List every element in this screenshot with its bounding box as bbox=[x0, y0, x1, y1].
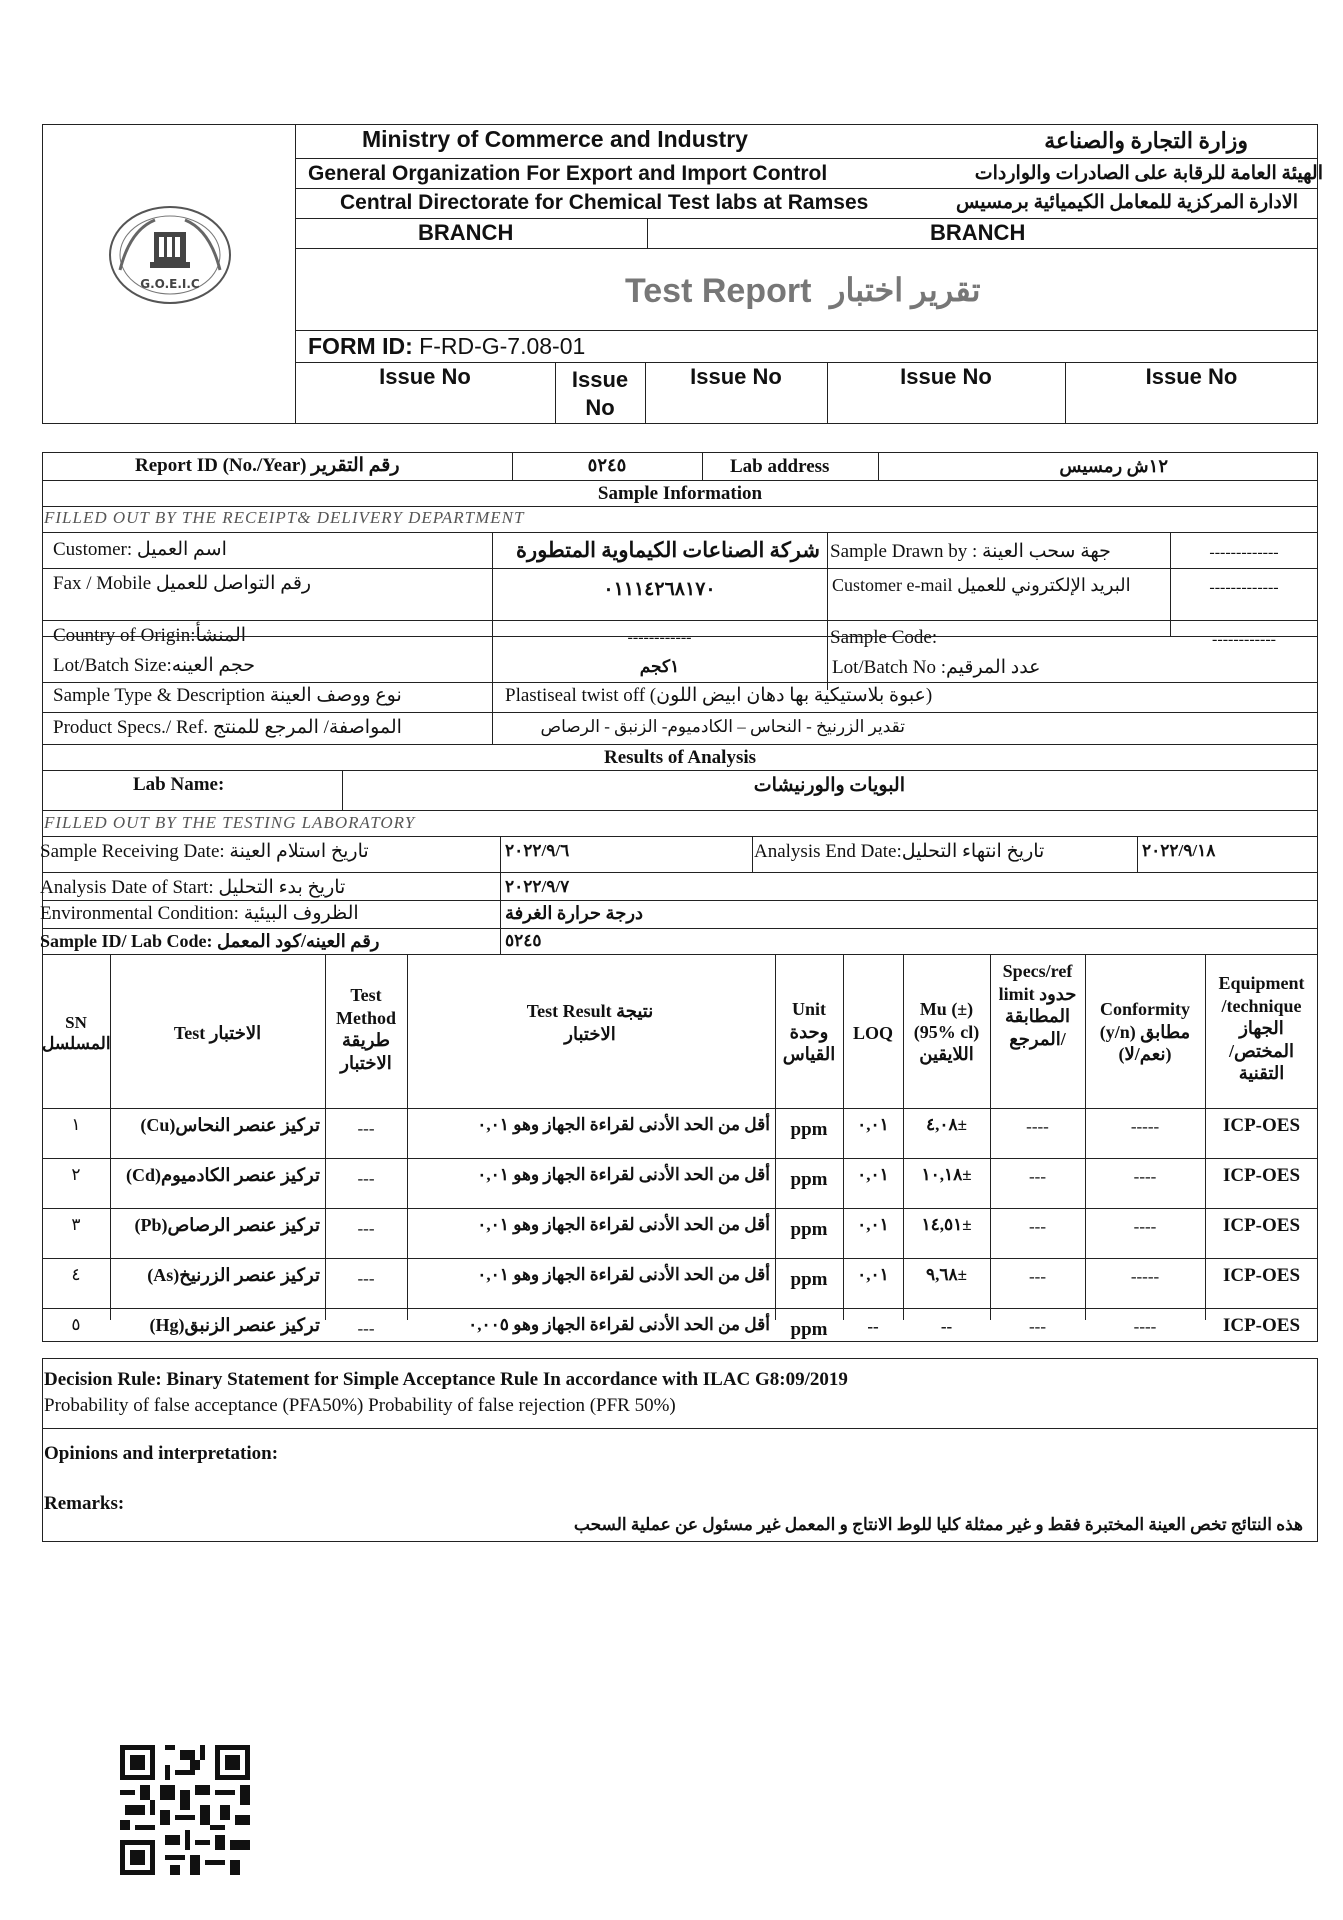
lot-size-value: ١كجم bbox=[639, 657, 680, 676]
row-mu: ٤,٠٨± bbox=[926, 1115, 967, 1134]
results-heading: Results of Analysis bbox=[603, 747, 757, 768]
labname-div bbox=[342, 770, 343, 810]
row-specs: --- bbox=[1029, 1317, 1046, 1336]
branch-divider bbox=[647, 218, 648, 248]
th-unit: Unit وحدة القياس bbox=[782, 999, 836, 1064]
dates-div-2 bbox=[752, 836, 753, 872]
issue-col-5: Issue No bbox=[1145, 364, 1238, 389]
sample-code-value: ------------ bbox=[1212, 631, 1276, 648]
row-sn: ١ bbox=[71, 1115, 81, 1134]
product-specs-label: Product Specs./ Ref. المواصفة/ المرجع للمنتج bbox=[53, 717, 402, 738]
row-loq: ٠,٠١ bbox=[857, 1115, 889, 1134]
th-loq: LOQ bbox=[852, 1023, 893, 1043]
row-equipment: ICP-OES bbox=[1222, 1265, 1301, 1286]
row-test: تركيز عنصر الرصاص(Pb) bbox=[134, 1215, 320, 1235]
lab-name-label: Lab Name: bbox=[133, 774, 225, 795]
dates-line-4 bbox=[42, 954, 1318, 955]
sample-line-4 bbox=[42, 682, 1318, 683]
form-line-3 bbox=[42, 532, 1318, 533]
lab-address-label: Lab address bbox=[730, 456, 830, 477]
email-label: Customer e-mail البريد الإلكتروني للعميل bbox=[832, 575, 1131, 595]
rid-div-3 bbox=[878, 452, 879, 480]
form-id-value: F-RD-G-7.08-01 bbox=[419, 333, 586, 359]
issue-col-3: Issue No bbox=[690, 364, 782, 389]
row-loq: ٠,٠١ bbox=[857, 1165, 889, 1184]
results-line-3 bbox=[42, 836, 1318, 837]
row-equipment: ICP-OES bbox=[1222, 1165, 1301, 1186]
receiving-date-value: ٢٠٢٢/٩/٦ bbox=[505, 841, 570, 860]
row-method: --- bbox=[357, 1169, 375, 1188]
branch-right: BRANCH bbox=[930, 220, 1026, 245]
branch-left: BRANCH bbox=[418, 220, 514, 245]
sample-div-mid bbox=[827, 532, 828, 690]
svg-text:G.O.E.I.C: G.O.E.I.C bbox=[140, 277, 200, 291]
header-line-4 bbox=[295, 248, 1318, 249]
th-method: Test Method طريقة الاختبار bbox=[336, 985, 396, 1073]
row-unit: ppm bbox=[790, 1269, 828, 1290]
footer-line-1 bbox=[42, 1428, 1318, 1429]
th-conformity: Conformity (y/n) مطابق (نعم/لا) bbox=[1099, 999, 1191, 1064]
remarks-label: Remarks: bbox=[44, 1493, 125, 1514]
row-conformity: ---- bbox=[1133, 1317, 1157, 1336]
row-specs: --- bbox=[1029, 1267, 1046, 1286]
row-mu: ٩,٦٨± bbox=[926, 1265, 967, 1284]
row-conformity: ---- bbox=[1133, 1167, 1157, 1186]
row-method: --- bbox=[357, 1219, 375, 1238]
row-result: أقل من الحد الأدنى لقراءة الجهاز وهو ٠,٠١ bbox=[477, 1115, 770, 1134]
sample-line-2 bbox=[42, 620, 1318, 621]
issue-col-1: Issue No bbox=[379, 364, 471, 389]
row-sn: ٤ bbox=[71, 1265, 81, 1284]
tbl-row-line-1 bbox=[42, 1158, 1318, 1159]
dates-line-1 bbox=[42, 872, 1318, 873]
lot-size-label: Lot/Batch Size:حجم العينه bbox=[53, 655, 256, 676]
lab-code-label: Sample ID/ Lab Code: رقم العينه/كود المعمل bbox=[40, 931, 380, 951]
opinions-label: Opinions and interpretation: bbox=[44, 1443, 279, 1464]
row-test: تركيز عنصر النحاس(Cu) bbox=[140, 1115, 320, 1135]
row-test: تركيز عنصر الزرنيخ(As) bbox=[147, 1265, 320, 1285]
row-loq: ٠,٠١ bbox=[857, 1265, 889, 1284]
row-equipment: ICP-OES bbox=[1222, 1215, 1301, 1236]
row-sn: ٣ bbox=[71, 1215, 81, 1234]
env-condition-label: Environmental Condition: الظروف البيئية bbox=[40, 903, 359, 924]
report-id-value: ٥٢٤٥ bbox=[587, 455, 627, 475]
row-unit: ppm bbox=[790, 1219, 828, 1240]
sample-type-label: Sample Type & Description نوع ووصف العينة bbox=[53, 685, 402, 706]
lot-no-label: Lot/Batch No :عدد المرقيم bbox=[832, 657, 1041, 678]
row-unit: ppm bbox=[790, 1319, 828, 1340]
customer-label: Customer: اسم العميل bbox=[53, 539, 227, 560]
row-mu: ١٠,١٨± bbox=[921, 1165, 972, 1184]
header-line-5 bbox=[295, 330, 1318, 331]
row-result: أقل من الحد الأدنى لقراءة الجهاز وهو ٠,٠١ bbox=[477, 1215, 770, 1234]
sample-code-label: Sample Code: bbox=[830, 627, 938, 648]
form-line-2 bbox=[42, 506, 1318, 507]
email-value: ------------- bbox=[1209, 579, 1279, 596]
qr-code-icon bbox=[120, 1745, 250, 1875]
country-value: ------------ bbox=[627, 629, 692, 646]
row-conformity: ----- bbox=[1130, 1267, 1160, 1286]
issue-col-4: Issue No bbox=[900, 364, 992, 389]
row-conformity: ----- bbox=[1130, 1117, 1160, 1136]
report-title-ar: تقرير اختبار bbox=[830, 272, 981, 308]
th-equipment: Equipment /technique الجهاز المختص/ التقنية bbox=[1218, 973, 1305, 1083]
header-line-3 bbox=[295, 218, 1318, 219]
row-loq: ٠,٠١ bbox=[857, 1215, 889, 1234]
form-line-1 bbox=[42, 480, 1318, 481]
row-conformity: ---- bbox=[1133, 1217, 1157, 1236]
org-ar: الهيئة العامة للرقابة على الصادرات والواردات bbox=[974, 163, 1323, 184]
dates-line-2 bbox=[42, 900, 1318, 901]
form-id-label: FORM ID: bbox=[308, 333, 413, 359]
receipt-banner: FILLED OUT BY THE RECEIPT& DELIVERY DEPARTMENT bbox=[44, 508, 525, 527]
row-test: تركيز عنصر الكادميوم(Cd) bbox=[125, 1165, 320, 1185]
end-date-value: ٢٠٢٢/٩/١٨ bbox=[1142, 841, 1216, 860]
header-line-1 bbox=[295, 158, 1318, 159]
row-result: أقل من الحد الأدنى لقراءة الجهاز وهو ٠,٠٠٥ bbox=[468, 1315, 770, 1334]
receiving-date-label: Sample Receiving Date: تاريخ استلام العينة bbox=[40, 841, 369, 862]
remarks-text: هذه النتائج تخص العينة المختبرة فقط و غير ممثلة كليا للوط الانتاج و المعمل غير مسئول عن عملية السحب bbox=[573, 1515, 1303, 1534]
row-equipment: ICP-OES bbox=[1222, 1315, 1301, 1336]
tbl-col-3 bbox=[407, 954, 408, 1320]
directorate-en: Central Directorate for Chemical Test labs at Ramses bbox=[340, 191, 869, 214]
rid-div-2 bbox=[702, 452, 703, 480]
row-result: أقل من الحد الأدنى لقراءة الجهاز وهو ٠,٠١ bbox=[477, 1165, 770, 1184]
row-specs: ---- bbox=[1026, 1117, 1049, 1136]
dates-div-3 bbox=[1137, 836, 1138, 872]
goeic-emblem-icon bbox=[100, 200, 240, 310]
testing-banner: FILLED OUT BY THE TESTING LABORATORY bbox=[44, 813, 416, 832]
row-method: --- bbox=[357, 1119, 375, 1138]
fax-label: Fax / Mobile رقم التواصل للعميل bbox=[53, 573, 312, 594]
row-unit: ppm bbox=[790, 1169, 828, 1190]
tbl-row-line-3 bbox=[42, 1258, 1318, 1259]
lab-code-value: ٥٢٤٥ bbox=[505, 931, 542, 950]
start-date-value: ٢٠٢٢/٩/٧ bbox=[505, 877, 570, 896]
sample-info-heading: Sample Information bbox=[597, 483, 763, 504]
th-sn: SN المسلسل bbox=[42, 1013, 111, 1054]
report-id-label: Report ID (No./Year) رقم التقرير bbox=[135, 455, 400, 476]
row-method: --- bbox=[357, 1269, 375, 1288]
th-specs: Specs/ref limit حدود المطابقة المرجع/ bbox=[998, 961, 1077, 1049]
sample-line-5 bbox=[42, 712, 1318, 713]
sample-type-value: Plastiseal twist off (عبوة بلاستيكية بها دهان ابيض اللون) bbox=[505, 685, 933, 706]
fax-value: ٠١١١٤٢٦٨١٧٠ bbox=[603, 579, 716, 600]
ministry-en: Ministry of Commerce and Industry bbox=[362, 126, 748, 152]
row-mu: ١٤,٥١± bbox=[921, 1215, 972, 1234]
header-line-6 bbox=[295, 362, 1318, 363]
customer-value: شركة الصناعات الكيماوية المتطورة bbox=[516, 538, 820, 562]
report-title-en: Test Report bbox=[625, 272, 812, 310]
row-specs: --- bbox=[1029, 1217, 1046, 1236]
th-mu: Mu (±) (95% cl) اللايقين bbox=[913, 999, 980, 1064]
row-sn: ٢ bbox=[71, 1165, 81, 1184]
row-specs: --- bbox=[1029, 1167, 1046, 1186]
issue-col-2: Issue No bbox=[571, 367, 629, 420]
sample-line-6 bbox=[42, 744, 1318, 745]
sample-line-3 bbox=[42, 636, 1318, 637]
env-condition-value: درجة حرارة الغرفة bbox=[505, 903, 644, 923]
header-line-2 bbox=[295, 188, 1318, 189]
decision-rule: Decision Rule: Binary Statement for Simple Acceptance Rule In accordance with ILAC G8:09/2019 bbox=[44, 1369, 848, 1390]
th-result: Test Result نتيجة الاختبار bbox=[526, 1001, 654, 1044]
row-test: تركيز عنصر الزنبق(Hg) bbox=[149, 1315, 320, 1335]
end-date-label: Analysis End Date:تاريخ انتهاء التحليل bbox=[754, 841, 1045, 862]
ministry-ar: وزارة التجارة والصناعة bbox=[1044, 128, 1248, 153]
tbl-row-line-4 bbox=[42, 1308, 1318, 1309]
th-test: Test الاختبار bbox=[173, 1023, 262, 1043]
row-loq: -- bbox=[867, 1317, 879, 1336]
dates-div-1 bbox=[500, 836, 501, 954]
row-sn: ٥ bbox=[71, 1315, 81, 1334]
lab-name-value: البويات والورنيشات bbox=[753, 775, 905, 796]
results-line-2 bbox=[42, 810, 1318, 811]
tbl-header-line bbox=[42, 1108, 1318, 1109]
start-date-label: Analysis Date of Start: تاريخ بدء التحليل bbox=[40, 877, 346, 898]
drawn-by-value: ------------- bbox=[1209, 544, 1279, 561]
tbl-row-line-2 bbox=[42, 1208, 1318, 1209]
dates-line-3 bbox=[42, 928, 1318, 929]
org-en: General Organization For Export and Import Control bbox=[308, 162, 828, 185]
row-mu: -- bbox=[940, 1317, 953, 1336]
product-specs-value: تقدير الزرنيخ - النحاس – الكادميوم- الزنبق - الرصاص bbox=[540, 717, 905, 736]
drawn-by-label: Sample Drawn by : جهة سحب العينة bbox=[830, 541, 1111, 562]
row-equipment: ICP-OES bbox=[1222, 1115, 1301, 1136]
country-label: Country of Origin:المنشأ bbox=[53, 625, 247, 646]
row-unit: ppm bbox=[790, 1119, 828, 1140]
form-id bbox=[308, 335, 585, 358]
lab-address-value: ١٢ش رمسيس bbox=[1059, 456, 1168, 476]
probability-statement: Probability of false acceptance (PFA50%) Probability of false rejection (PFR 50%) bbox=[44, 1395, 676, 1416]
row-result: أقل من الحد الأدنى لقراءة الجهاز وهو ٠,٠١ bbox=[477, 1265, 770, 1284]
results-line-1 bbox=[42, 770, 1318, 771]
directorate-ar: الادارة المركزية للمعامل الكيميائية برمسيس bbox=[956, 192, 1298, 213]
sample-line-1 bbox=[42, 568, 1318, 569]
tbl-col-1 bbox=[110, 954, 111, 1320]
row-method: --- bbox=[357, 1319, 375, 1338]
